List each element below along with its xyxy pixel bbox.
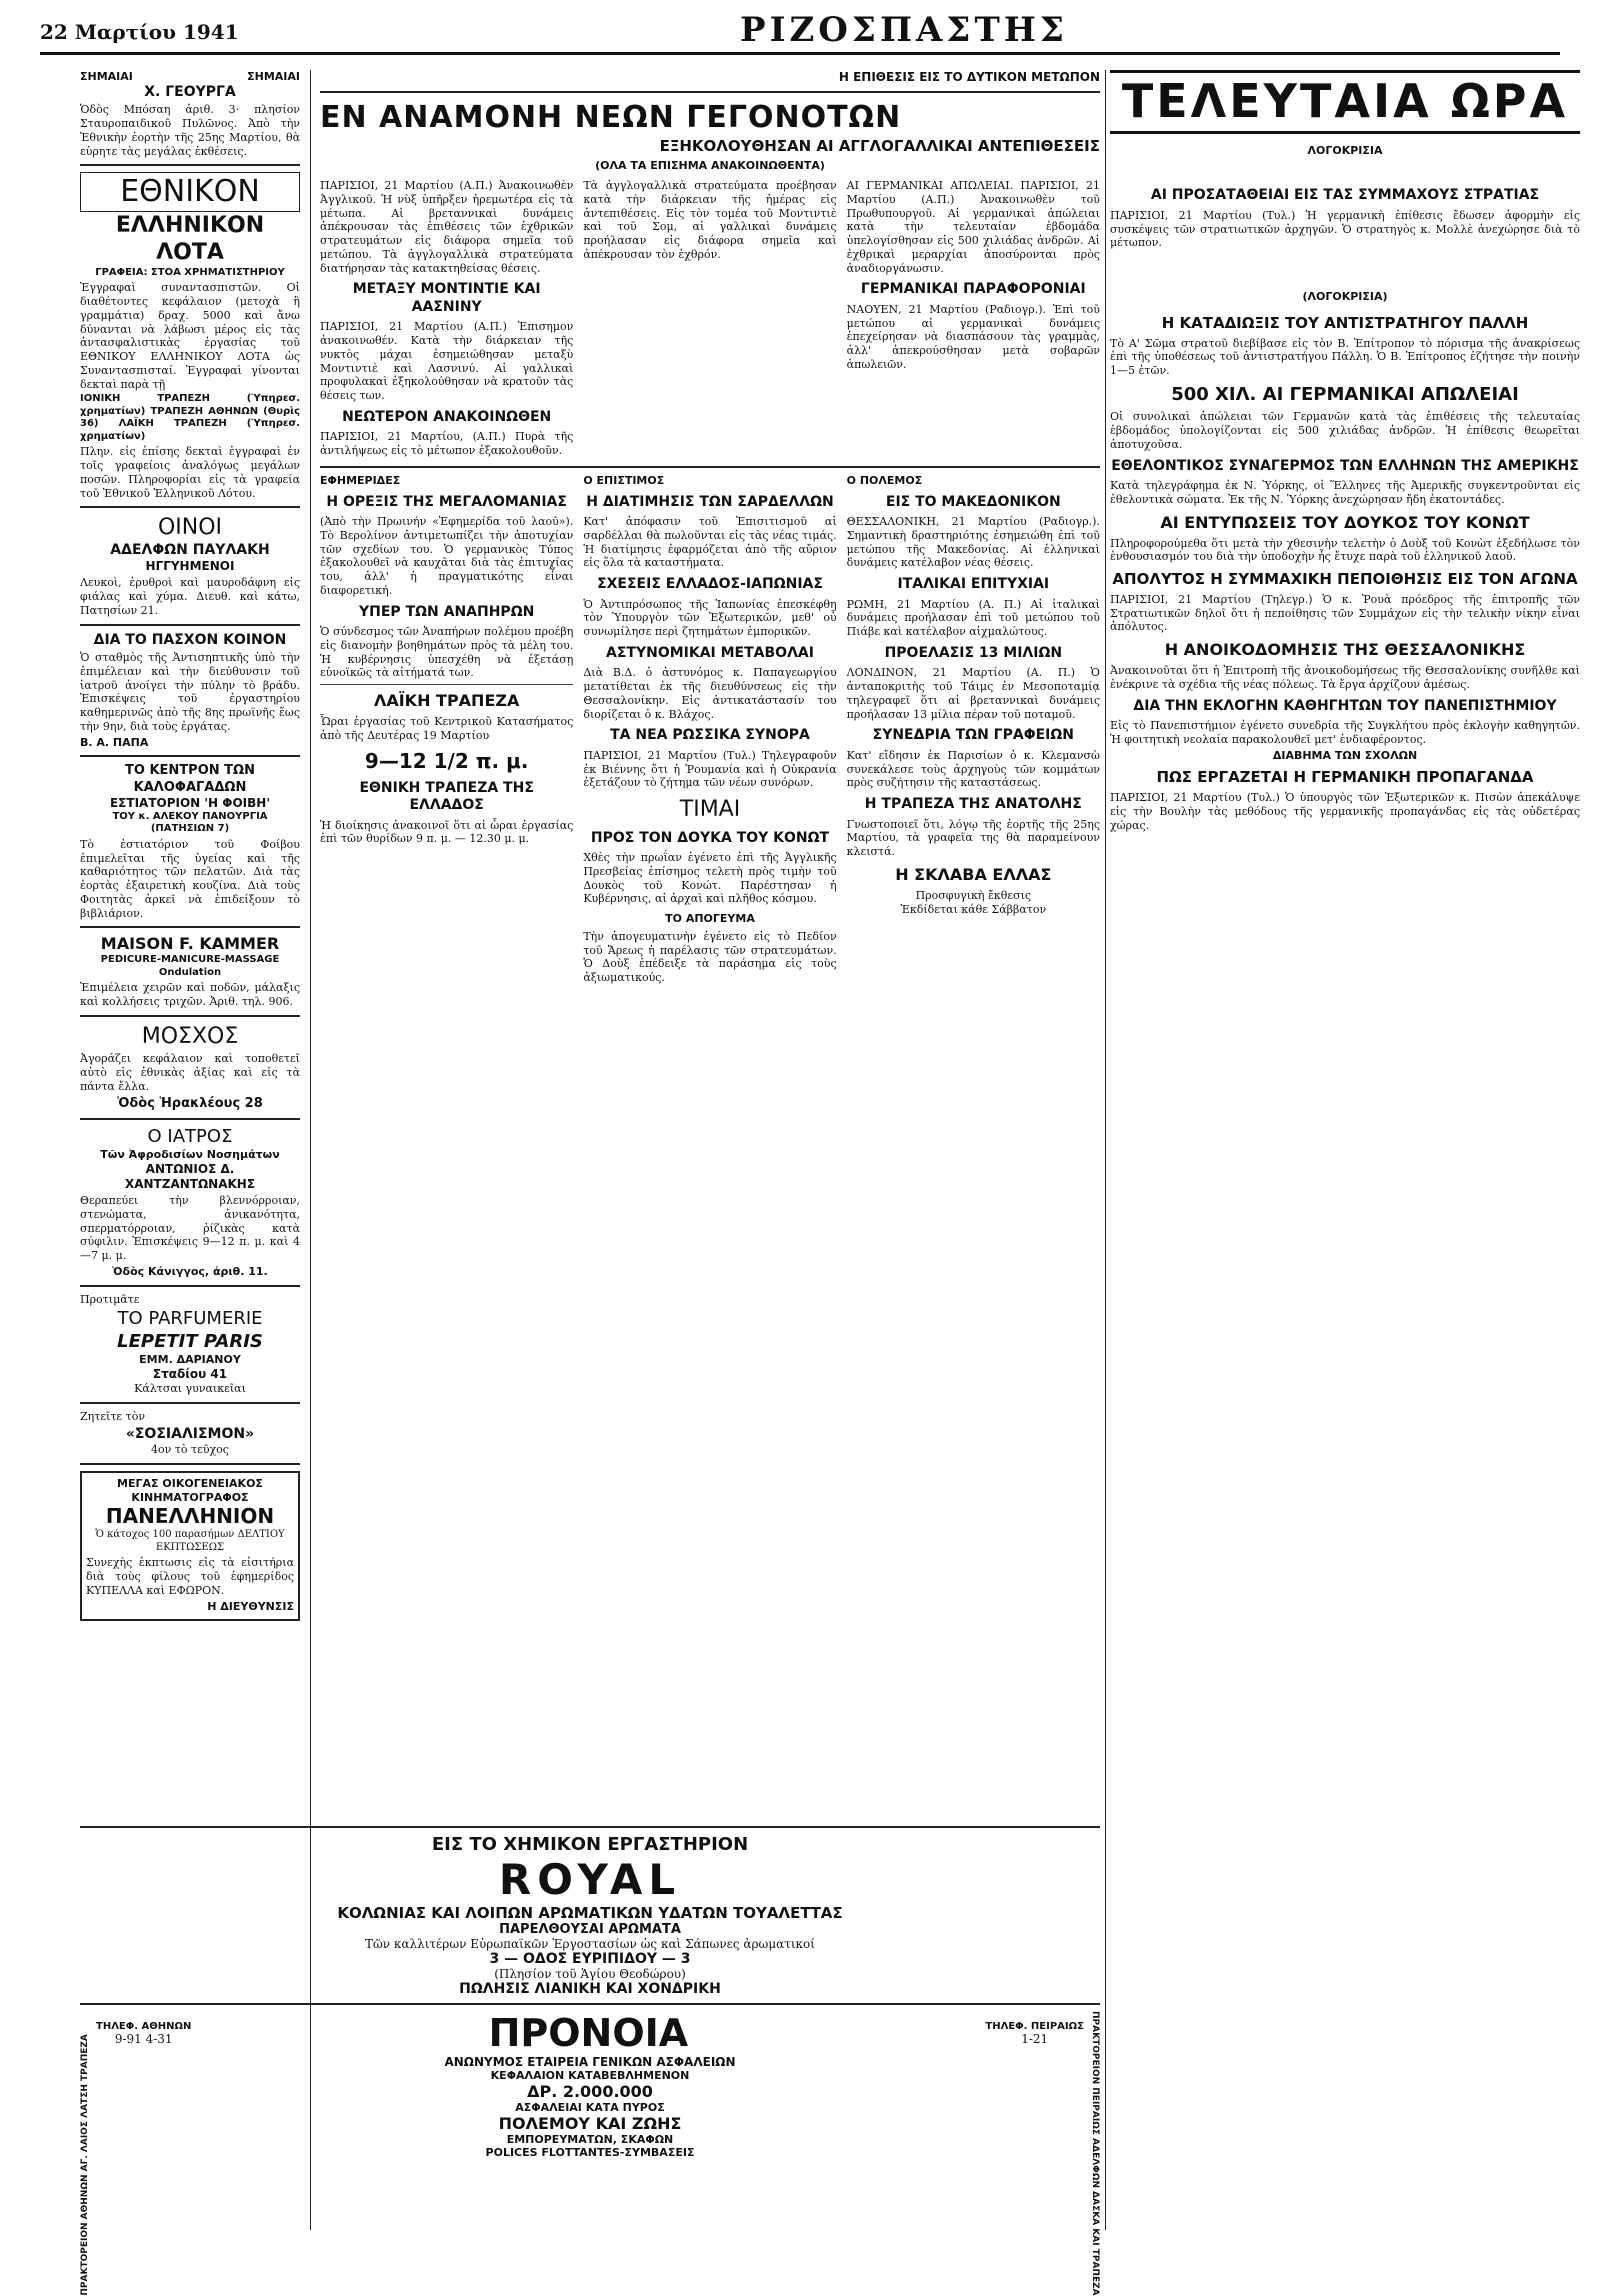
article-text: Γνωστοποιεῖ ὅτι, λόγῳ τῆς ἑορτῆς τῆς 25ης Μαρτίου, τὰ γραφεῖα της θὰ παραμείνουν κλειστά.: [846, 817, 1100, 858]
pronoia-body: [96, 2011, 1084, 2296]
ethnikon-office: ΓΡΑΦΕΙΑ: ΣΤΟΑ ΧΡΗΜΑΤΙΣΤΗΡΙΟΥ: [95, 266, 285, 278]
maison-subtitle: PEDICURE-MANICURE-MASSAGE Ondulation: [100, 954, 280, 978]
tel-label: ΤΗΛΕΦ. ΠΕΙΡΑΙΩΣ: [985, 2020, 1084, 2032]
pronoia-subtitle: ΑΝΩΝΥΜΟΣ ΕΤΑΙΡΕΙΑ ΓΕΝΙΚΩΝ ΑΣΦΑΛΕΙΩΝ: [444, 2055, 736, 2069]
royal-name: ROYAL: [498, 1855, 682, 1904]
perfume-name: LEPETIT PARIS: [117, 1330, 263, 1352]
moschos-address: Ὁδὸς Ἡρακλέους 28: [117, 1095, 263, 1111]
ethnikon-text: Ἐγγραφαὶ συναντασπιστῶν. Οἱ διαθέτοντες κεφάλαιον (μετοχὰ ἢ γραμμάτια) δραχ. 5000 καὶ ἄνω δύνανται νὰ λάβωσι μέρος εἰς τὰς ἀντασφαλιστικὰς ἐργασίας τοῦ ΕΘΝΙΚΟΥ ΕΛΛΗΝΙΚΟΥ ΛΟΤΑ ὡς Συναντασπισταί. Ἐγγραφαὶ γίνονται δεκταὶ παρὰ τῇ: [80, 281, 300, 391]
restaurant-address: ΤΟΥ κ. ΑΛΕΚΟΥ ΠΑΝΟΥΡΓΙΑ (ΠΑΤΗΣΙΩΝ 7): [112, 810, 268, 835]
article-heading: ΕΘΕΛΟΝΤΙΚΟΣ ΣΥΝΑΓΕΡΜΟΣ ΤΩΝ ΕΛΛΗΝΩΝ ΤΗΣ ΑΜΕΡΙΚΗΣ: [1111, 457, 1579, 474]
article-text: ΡΩΜΗ, 21 Μαρτίου (Α. Π.) Αἱ ἰταλικαὶ δυνάμεις προήλασαν ἐπὶ τοῦ μετώπου τοῦ Πιάβε καὶ κατέλαβον αἰχμαλώτους.: [846, 597, 1100, 638]
pronoia-trade: ΕΜΠΟΡΕΥΜΑΤΩΝ, ΣΚΑΦΩΝ: [506, 2133, 674, 2146]
article-text: Οἱ συνολικαὶ ἀπώλειαι τῶν Γερμανῶν κατὰ τὰς ἐπιθέσεις τῆς τελευταίας ἑβδομάδος ὑπολογίζονται εἰς 500 χιλιάδας ἀνδρῶν. Ἡ ἐπίθεσις θεωρεῖται ἀποτυχοῦσα.: [1110, 410, 1580, 451]
article-heading: ΙΤΑΛΙΚΑΙ ΕΠΙΤΥΧΙΑΙ: [897, 576, 1050, 592]
issue-date: 22 Μαρτίου 1941: [40, 20, 239, 44]
divider: [80, 1826, 1100, 1828]
cinema-title: ΜΕΓΑΣ ΟΙΚΟΓΕΝΕΙΑΚΟΣ ΚΙΝΗΜΑΤΟΓΡΑΦΟΣ: [117, 1476, 263, 1504]
tel-label: ΤΗΛΕΦ. ΑΘΗΝΩΝ: [96, 2020, 192, 2032]
pascha-title: ΔΙΑ ΤΟ ΠΑΣΧΟΝ ΚΟΙΝΟΝ: [93, 631, 287, 648]
pronoia-side-left: ΠΡΑΚΤΟΡΕΙΟΝ ΑΘΗΝΩΝ ΑΓ. ΛΑΙΟΣ ΛΑΤΣΗ ΤΡΑΠΕΖΑ: [80, 2034, 90, 2296]
lead-text: ΠΑΡΙΣΙΟΙ, 21 Μαρτίου (Α.Π.) Ἀνακοινωθὲν Ἀγγλικοῦ. Ἡ νὺξ ὑπῆρξεν ἡρεμωτέρα εἰς τὰ μέτωπα. Αἱ βρεταννικαὶ δυνάμεις ἀπέκρουσαν τὰς ἐπιθέσεις τῶν ἐχθρικῶν στρατευμάτων εἰς διάφορα σημεῖα τοῦ μετώπου. Τὰ ἀγγλογαλλικὰ στρατεύματα διατήρησαν τὰς κατακτηθείσας θέσεις.: [320, 179, 574, 275]
article-text: Τὴν ἀπογευματινὴν ἐγένετο εἰς τὸ Πεδίον τοῦ Ἄρεως ἡ παρέλασις τῶν στρατευμάτων. Ὁ Δοὺξ ἐπέδειξε τὰ παράσημα εἰς τοὺς ἀξιωματικούς.: [583, 929, 837, 984]
cinema-ad: [80, 1471, 300, 1622]
article-text: Πληροφορούμεθα ὅτι μετὰ τὴν χθεσινὴν τελετὴν ὁ Δοὺξ τοῦ Κονὼτ ἐξεδήλωσε τὸν ἐνθουσιασμόν του διὰ τὴν ὑποδοχὴν ἧς ἔτυχε παρὰ τοῦ ἑλληνικοῦ λαοῦ.: [1110, 536, 1580, 564]
article-heading: ΠΡΟΕΛΑΣΙΣ 13 ΜΙΛΙΩΝ: [884, 644, 1063, 661]
masthead-rule: [40, 52, 1560, 55]
article-text: Ἡ διοίκησις ἀνακοινοῖ ὅτι αἱ ὧραι ἐργασίας ἐπὶ τῶν θυρίδων 9 π. μ. — 12.30 μ. μ.: [320, 818, 574, 846]
article-heading: 500 ΧΙΛ. ΑΙ ΓΕΡΜΑΝΙΚΑΙ ΑΠΩΛΕΙΑΙ: [1171, 383, 1519, 405]
divider: [80, 1015, 300, 1017]
pascha-text: Ὁ σταθμὸς τῆς Ἀντισηπτικῆς ὑπὸ τὴν ἐπιμέλειαν καὶ τὴν διεύθυνσιν τοῦ ἰατροῦ ἀνοίγει τὴν πύλην τὸ βράδυ. Ἐπισκέψεις τοῦ ἐργαστηρίου καθημερινῶς ἀπὸ τῆς 8ης πρωϊνῆς ἕως τὴν 9ην, διὰ τοὺς ἐργάτας.: [80, 651, 300, 733]
article-text: Κατὰ τηλεγράφημα ἐκ Ν. Ὑόρκης, οἱ Ἕλληνες τῆς Ἀμερικῆς συγκεντροῦνται εἰς ἐθελοντικὰ σώματα. Ἐκ τῆς Ν. Ὑόρκης ἀνεχώρησαν ἤδη ἑκατοντάδες.: [1110, 479, 1580, 506]
censorship-note: (ΛΟΓΟΚΡΙΣΙΑ): [1302, 290, 1388, 303]
lead-col: [320, 177, 573, 460]
divider: [320, 466, 1100, 468]
cinema-line: Ὁ κάτοχος 100 παρασήμων ΔΕΛΤΙΟΥ ΕΚΠΤΩΣΕΩΣ: [95, 1529, 285, 1553]
cinema-signature: Η ΔΙΕΥΘΥΝΣΙΣ: [207, 1599, 294, 1613]
article-heading: Η ΟΡΕΞΙΣ ΤΗΣ ΜΕΓΑΛΟΜΑΝΙΑΣ: [326, 493, 567, 510]
ethnikon-banks: ΙΟΝΙΚΗ ΤΡΑΠΕΖΗ (Ὑπηρεσ. χρηματίων) ΤΡΑΠΕΖΗ ΑΘΗΝΩΝ (Θυρὶς 36) ΛΑΪΚΗ ΤΡΑΠΕΖΗ (Ὑπηρεσ. χρηματίων): [80, 393, 300, 442]
main-note: (ΟΛΑ ΤΑ ΕΠΙΣΗΜΑ ΑΝΑΚΟΙΝΩΘΕΝΤΑ): [595, 159, 825, 173]
tel-number: 1-21: [1021, 2031, 1049, 2046]
article-heading: Η ΣΚΛΑΒΑ ΕΛΛΑΣ: [895, 864, 1052, 884]
divider: [80, 506, 300, 508]
article-heading: ΑΙ ΠΡΟΣΑΤΑΘΕΙΑΙ ΕΙΣ ΤΑΣ ΣΥΜΜΑΧΟΥΣ ΣΤΡΑΤΙΑΣ: [1150, 187, 1540, 204]
article-heading: ΜΕΤΑΞΥ ΜΟΝΤΙΝΤΙΕ ΚΑΙ ΑΑΣΝΙΝΥ: [352, 281, 541, 315]
article-text: Διὰ Β.Δ. ὁ ἀστυνόμος κ. Παπαγεωργίου μετατίθεται ἐκ τῆς διευθύνσεως εἰς τὴν Θεσσαλονίκην. Εἰς ἀντικατάστασίν του διορίζεται ὁ κ. Βλάχος.: [583, 666, 837, 721]
socialismos-note: 4ον τὸ τεῦχος: [151, 1443, 229, 1456]
article-heading: ΔΙΑ ΤΗΝ ΕΚΛΟΓΗΝ ΚΑΘΗΓΗΤΩΝ ΤΟΥ ΠΑΝΕΠΙΣΤΗΜΙΟΥ: [1133, 697, 1557, 714]
flags-ad-name: Χ. ΓΕΟΥΡΓΑ: [144, 83, 236, 100]
article-text: Χθὲς τὴν πρωΐαν ἐγένετο ἐπὶ τῆς Ἀγγλικῆς Πρεσβείας ἐπίσημος τελετὴ πρὸς τιμὴν τοῦ Δουκὸς τοῦ Κονώτ. Παρέστησαν ἡ Κυβέρνησις, αἱ ἀρχαὶ καὶ πλῆθος κόσμου.: [583, 851, 837, 906]
article-text: Κατ' ἀπόφασιν τοῦ Ἐπισιτισμοῦ αἱ σαρδέλλαι θὰ πωλοῦνται εἰς τὰς νέας τιμάς. Ἡ διατίμησις ἐφαρμόζεται ἀπὸ τῆς αὔριον εἰς ὅλα τὰ καταστήματα.: [583, 515, 837, 570]
article-heading: ΓΕΡΜΑΝΙΚΑΙ ΠΑΡΑΦΟΡΟΝΙΑΙ: [860, 281, 1086, 298]
lead-col: [847, 177, 1100, 460]
socialismos-title: «ΣΟΣΙΑΛΙΣΜΟΝ»: [125, 1425, 255, 1442]
article-text: ΠΑΡΙΣΙΟΙ, 21 Μαρτίου (Τυλ.) Ἡ γερμανικὴ ἐπίθεσις ἔδωσεν ἀφορμὴν εἰς συσκέψεις τῶν στρατιωτικῶν ἀρχηγῶν. Ὁ στρατηγὸς κ. Μολλὲ ἀνεχώρησε διὰ τὸ μέτωπον.: [1110, 208, 1580, 250]
royal-near: (Πλησίον τοῦ Ἁγίου Θεοδώρου): [494, 1967, 686, 1981]
article-heading: ΕΙΣ ΤΟ ΜΑΚΕΔΟΝΙΚΟΝ: [885, 493, 1061, 510]
article-text: ΝΑΟΥΕΝ, 21 Μαρτίου (Ραδιογρ.). Ἐπὶ τοῦ μετώπου αἱ γερμανικαὶ δυνάμεις ἐπεχείρησαν νὰ διασπάσουν τὰς γραμμὰς, ἀλλ' ἀπεκρούσθησαν μετὰ σοβαρῶν ἀπωλειῶν.: [846, 302, 1100, 371]
censorship-note: ΛΟΓΟΚΡΙΣΙΑ: [1307, 143, 1383, 157]
perfume-address: Σταδίου 41: [152, 1367, 228, 1381]
article-text: ΠΑΡΙΣΙΟΙ, 21 Μαρτίου (Τηλεγρ.) Ὁ κ. Ῥουὰ πρόεδρος τῆς ἐπιτροπῆς τῶν Στρατιωτικῶν δηλοῖ ὅτι ἡ πεποίθησις τῶν Συμμάχων εἰς τὴν τελικὴν νίκην εἶναι ἀπόλυτος.: [1110, 592, 1580, 634]
divider: [80, 2003, 1100, 2005]
divider: [320, 684, 573, 685]
maison-text: Ἐπιμέλεια χειρῶν καὶ ποδῶν, μάλαξις καὶ κολλήσεις τριχῶν. Ἀριθ. τηλ. 906.: [80, 981, 300, 1008]
perfume-note: Κάλτσαι γυναικεῖαι: [134, 1382, 246, 1395]
royal-label: ΕΙΣ ΤΟ ΧΗΜΙΚΟΝ ΕΡΓΑΣΤΗΡΙΟΝ: [431, 1834, 749, 1855]
moschos-title: ΜΟΣΧΟΣ: [141, 1023, 239, 1049]
divider: [80, 1463, 300, 1465]
tel-number: 9-91 4-31: [114, 2031, 173, 2046]
socialismos-intro: Ζητεῖτε τὸν: [80, 1409, 146, 1423]
restaurant-title: ΤΟ ΚΕΝΤΡΟΝ ΤΩΝ ΚΑΛΟΦΑΓΑΔΩΝ: [125, 763, 255, 795]
pronoia-policies: POLICES FLOTTANTES-ΣΥΜΒΑΣΕΙΣ: [485, 2146, 695, 2159]
article-text: Ὧραι ἐργασίας τοῦ Κεντρικοῦ Κατασήματος ἀπὸ τῆς Δευτέρας 19 Μαρτίου: [320, 715, 574, 742]
cinema-text: Συνεχὴς ἐκπτωσις εἰς τὰ εἰσιτήρια διὰ τοὺς φίλους τοῦ ἐφημερίδος ΚΥΠΕΛΛΑ καὶ ΕΦΩΡΟΝ.: [86, 1556, 294, 1597]
flags-tag: ΣΗΜΑΙΑΙ: [80, 70, 133, 83]
front-label: Η ΕΠΙΘΕΣΙΣ ΕΙΣ ΤΟ ΔΥΤΙΚΟΝ ΜΕΤΩΠΟΝ: [838, 70, 1100, 84]
divider: [80, 164, 300, 166]
doctor-text: Θεραπεύει τὴν βλεννόρροιαν, στενώματα, ἀνικανότητα, σπερματόρροιαν, ῥίζικὰς κατὰ σύφιλιν. Ἐπισκέψεις 9—12 π. μ. καὶ 4—7 μ. μ.: [80, 1194, 300, 1262]
royal-address: 3 — ΟΔΟΣ ΕΥΡΙΠΙΔΟΥ — 3: [489, 1951, 691, 1967]
ethnikon-text-2: Πλην. εἰς ἐπίσης δεκταὶ ἐγγραφαὶ ἐν τοῖς γραφείοις ἀναλόγως μεγάλων ποσῶν. Πληροφορίαι εἰς τὰ γραφεία τοῦ Ἐθνικοῦ Ἑλληνικοῦ Λότου.: [80, 445, 300, 500]
pronoia-war: ΠΟΛΕΜΟΥ ΚΑΙ ΖΩΗΣ: [498, 2114, 682, 2133]
article-heading: ΤΑ ΝΕΑ ΡΩΣΣΙΚΑ ΣΥΝΟΡΑ: [610, 727, 810, 744]
article-heading: ΥΠΕΡ ΤΩΝ ΑΝΑΠΗΡΩΝ: [359, 603, 535, 620]
article-subheading: ΠΡΟΣ ΤΟΝ ΔΟΥΚΑ ΤΟΥ ΚΟΝΩΤ: [590, 829, 830, 846]
article-heading: Η ΑΝΟΙΚΟΔΟΜΗΣΙΣ ΤΗΣ ΘΕΣΣΑΛΟΝΙΚΗΣ: [1164, 640, 1526, 659]
doctor-subtitle: Τῶν Ἀφροδισίων Νοσημάτων: [100, 1148, 280, 1162]
doctor-address: Ὁδὸς Κάνιγγος, ἀριθ. 11.: [112, 1264, 268, 1278]
lower-col: [320, 474, 573, 987]
article-text: ΠΑΡΙΣΙΟΙ, 21 Μαρτίου (Τυλ.) Τηλεγραφοῦν ἐκ Βιέννης ὅτι ἡ Ῥουμανία καὶ ἡ Οὐκρανία ἐξετάζουν τὸ ζήτημα τῶν νέων συνόρων.: [583, 748, 837, 790]
article-subheading: ΔΙΑΒΗΜΑ ΤΩΝ ΣΧΟΛΩΝ: [1272, 748, 1418, 762]
pronoia-tel-athens: [96, 2021, 191, 2046]
ethnikon-title-2: ΕΛΛΗΝΙΚΟΝ ΛΟΤΑ: [115, 212, 265, 266]
lower-col: [847, 474, 1100, 987]
wine-text: Λευκοὶ, ἐρυθροὶ καὶ μαυροδάφνη εἰς φιάλας καὶ χύμα. Διευθ. καὶ κάτω, Πατησίων 21.: [80, 576, 300, 617]
article-text: (Ἀπὸ τὴν Πρωινήν «Ἐφημερίδα τοῦ λαοῦ»). Τὸ Βερολίνον ἀντιμετωπίζει τὴν ἀποτυχίαν τῶν σχεδίων του. Ὁ γερμανικὸς Τύπος ἐξακολουθεῖ νὰ καυχᾶται διὰ τὰς ἐπιτυχίας του, ἀλλ' ἡ πραγματικότης εἶναι διαφορετική.: [320, 515, 574, 597]
restaurant-subtitle: ΕΣΤΙΑΤΟΡΙΟΝ 'Η ΦΟΙΒΗ': [109, 795, 271, 810]
bottom-ads: [80, 1820, 1100, 2296]
flags-ad-tags: [80, 70, 300, 84]
royal-text: Τῶν καλλιτέρων Εὐρωπαϊκῶν Ἐργοστασίων ὡς καὶ Σάπωνες ἀρωματικοί: [365, 1937, 815, 1951]
bank-hours: 9—12 1/2 π. μ.: [364, 748, 529, 773]
main-news-column: [320, 70, 1100, 1810]
pronoia-side-right: ΠΡΑΚΤΟΡΕΙΟΝ ΠΕΙΡΑΙΩΣ ΑΔΕΛΦΩΝ ΔΑΣΚΑ ΚΑΙ ΤΡΑΠΕΖΑ: [1090, 2011, 1100, 2296]
article-heading: Η ΤΡΑΠΕΖΑ ΤΗΣ ΑΝΑΤΟΛΗΣ: [864, 796, 1082, 812]
pascha-signature: Β. Α. ΠΑΠΑ: [80, 735, 149, 749]
ethnikon-title: ΕΘΝΙΚΟΝ: [80, 172, 300, 212]
article-heading: Η ΚΑΤΑΔΙΩΞΙΣ ΤΟΥ ΑΝΤΙΣΤΡΑΤΗΓΟΥ ΠΑΛΛΗ: [1161, 313, 1529, 332]
article-text: Κατ' εἴδησιν ἐκ Παρισίων ὁ κ. Κλεμανσὼ συνεκάλεσε τοὺς ἀρχηγοὺς τῶν κομμάτων πρὸς συζήτησιν τῆς καταστάσεως.: [846, 748, 1100, 790]
divider: [80, 1118, 300, 1120]
perfume-owner: ΕΜΜ. ΔΑΡΙΑΝΟΥ: [139, 1353, 241, 1367]
moschos-text: Ἀγοράζει κεφάλαιον καὶ τοποθετεῖ αὐτὸ εἰς ἐθνικὰς ἀξίας καὶ εἰς τὰ πάντα ἔλλα.: [80, 1052, 300, 1093]
article-text: Ὁ Ἀντιπρόσωπος τῆς Ἰαπωνίας ἐπεσκέφθη τὸν Ὑπουργὸν τῶν Ἐξωτερικῶν, μεθ' οὗ συνωμίλησε περὶ ζητημάτων ἐμπορικῶν.: [583, 597, 837, 638]
lead-text: ΑΙ ΓΕΡΜΑΝΙΚΑΙ ΑΠΩΛΕΙΑΙ. ΠΑΡΙΣΙΟΙ, 21 Μαρτίου (Α.Π.) Ἀνακοινωθὲν τοῦ Πρωθυπουργοῦ. Αἱ γερμανικαὶ ἀπώλειαι κατὰ τὴν τελευταίαν ἐβδομάδα ὑπελογίσθησαν εἰς 500 χιλιάδας ἀνδρῶν. Αἱ ἐχθρικαὶ μεραρχίαι ἀποσύρονται πρὸς ἀναδιοργάνωσιν.: [846, 179, 1100, 275]
divider: [80, 1402, 300, 1404]
article-heading: ΣΥΝΕΔΡΙΑ ΤΩΝ ΓΡΑΦΕΙΩΝ: [872, 727, 1074, 744]
lead-text: Τὰ ἀγγλογαλλικὰ στρατεύματα προέβησαν κατὰ τὴν διάρκειαν τῆς ἡμέρας εἰς ἀντεπιθέσεις. Εἰς τὸν τομέα τοῦ Μοντιντιὲ καὶ τοῦ Σομ, αἱ γαλλικαὶ δυνάμεις προήλασαν εἰς διάφορα σημεῖα καὶ ἀπέκρουσαν τὸν ἐχθρόν.: [583, 179, 837, 261]
pronoia-ad: [80, 2011, 1100, 2296]
article-heading: ΝΕΩΤΕΡΟΝ ΑΝΑΚΟΙΝΩΘΕΝ: [342, 408, 552, 425]
article-heading: ΠΩΣ ΕΡΓΑΖΕΤΑΙ Η ΓΕΡΜΑΝΙΚΗ ΠΡΟΠΑΓΑΝΔΑ: [1156, 768, 1534, 787]
divider: [80, 624, 300, 626]
restaurant-text: Τὸ ἐστιατόριον τοῦ Φοίβου ἐπιμελεῖται τῆς ὑγείας καὶ τῆς καθαριότητος τῶν πελατῶν. Διὰ τὰς ἑορτὰς ἐξαιρετικὴ κουζίνα. Διὰ τοὺς Φοιτητὰς ἀρκεῖ νὰ ἐπιδείξουν τὸ βιβλιάριον.: [80, 837, 300, 920]
royal-line: ΠΑΡΕΛΘΟΥΣΑΙ ΑΡΩΜΑΤΑ: [499, 1922, 681, 1937]
article-text: ΛΟΝΔΙΝΟΝ, 21 Μαρτίου (Α. Π.) Ὁ ἀνταποκριτὴς τοῦ Τάιμς ἐν Μεσοποταμίᾳ τηλεγραφεῖ ὅτι αἱ βρεταννικαὶ δυνάμεις προήλασαν 13 μίλια πέραν τοῦ ποταμοῦ.: [846, 666, 1100, 721]
article-heading: ΕΘΝΙΚΗ ΤΡΑΠΕΖΑ ΤΗΣ ΕΛΛΑΔΟΣ: [359, 779, 534, 813]
article-text: Εἰς τὸ Πανεπιστήμιον ἐγένετο συνεδρία τῆς Συγκλήτου πρὸς ἐκλογὴν καθηγητῶν. Ἡ φοιτητικὴ νεολαία παρακολουθεῖ μετ' ἐνδιαφέροντος.: [1110, 719, 1580, 746]
article-heading: ΑΙ ΕΝΤΥΠΩΣΕΙΣ ΤΟΥ ΔΟΥΚΟΣ ΤΟΥ ΚΟΝΩΤ: [1160, 512, 1530, 532]
last-hour-banner: ΤΕΛΕΥΤΑΙΑ ΩΡΑ: [1110, 70, 1580, 134]
flags-ad-text: Ὁδὸς Μπόσαη ἀριθ. 3· πλησίον Σταυροπαιδικοῦ Πυλῶνος. Ἀπὸ τὴν Ἐθνικὴν ἑορτὴν τῆς 25ης Μαρτίου, θὰ εὑρητε τὰς μεγάλας ἐκθέσεις.: [80, 103, 300, 158]
perfume-intro: Προτιμᾶτε: [80, 1292, 140, 1306]
divider: [80, 1285, 300, 1287]
article-text: ΘΕΣΣΑΛΟΝΙΚΗ, 21 Μαρτίου (Ραδιογρ.). Σημαντικὴ δραστηριότης ἐσημειώθη ἐπὶ τοῦ μετώπου τῆς Μακεδονίας. Αἱ ἑλληνικαὶ δυνάμεις κατέλαβον νέας θέσεις.: [846, 515, 1100, 570]
royal-subtitle: ΚΟΛΩΝΙΑΣ ΚΑΙ ΛΟΙΠΩΝ ΑΡΩΜΑΤΙΚΩΝ ΥΔΑΤΩΝ ΤΟΥΑΛΕΤΤΑΣ: [337, 1904, 843, 1922]
main-subheadline: ΕΞΗΚΟΛΟΥΘΗΣΑΝ ΑΙ ΑΓΓΛΟΓΑΛΛΙΚΑΙ ΑΝΤΕΠΙΘΕΣΕΙΣ: [659, 136, 1100, 155]
main-headline: ΕΝ ΑΝΑΜΟΝΗ ΝΕΩΝ ΓΕΓΟΝΟΤΩΝ: [320, 100, 902, 135]
article-text: ΠΑΡΙΣΙΟΙ, 21 Μαρτίου (Α.Π.) Ἐπισημον ἀνακοινωθέν. Κατὰ τὴν διάρκειαν τῆς νυκτὸς μάχαι ἐσημειώθησαν μεταξὺ Μοντιντιὲ καὶ Λασνινύ. Αἱ γαλλικαὶ προφυλακαὶ ἐξηκολούθησαν νὰ κρατοῦν τὰς θέσεις των.: [320, 320, 574, 402]
wine-title: ΟΙΝΟΙ: [157, 515, 223, 541]
lower-articles: [320, 474, 1100, 987]
article-heading: ΤΟ ΑΠΟΓΕΥΜΑ: [665, 912, 755, 925]
article-text: Ἐκδίδεται κάθε Σάββατον: [900, 902, 1047, 916]
pronoia-capital: ΚΕΦΑΛΑΙΟΝ ΚΑΤΑΒΕΒΛΗΜΕΝΟΝ: [490, 2069, 690, 2082]
perfume-title: ΤΟ PARFUMERIE: [117, 1308, 263, 1330]
wine-name: ΑΔΕΛΦΩΝ ΠΑΥΛΑΚΗ: [110, 541, 270, 558]
article-heading: ΣΧΕΣΕΙΣ ΕΛΛΑΔΟΣ-ΙΑΠΩΝΙΑΣ: [597, 576, 823, 592]
pronoia-insurance: ΑΣΦΑΛΕΙΑΙ ΚΑΤΑ ΠΥΡΟΣ: [515, 2101, 665, 2114]
article-heading: ΑΣΤΥΝΟΜΙΚΑΙ ΜΕΤΑΒΟΛΑΙ: [606, 644, 814, 661]
royal-sale: ΠΩΛΗΣΙΣ ΛΙΑΝΙΚΗ ΚΑΙ ΧΟΝΔΡΙΚΗ: [459, 1981, 721, 1997]
section-label: Ο ΕΠΙΣΤΙΜΟΣ: [583, 473, 665, 487]
masthead: [0, 0, 1600, 60]
maison-title: MAISON F. KAMMER: [100, 934, 280, 954]
last-hour-column: [1110, 70, 1580, 2230]
divider: [80, 755, 300, 757]
pronoia-header: [96, 2011, 1084, 2055]
pronoia-amount: ΔΡ. 2.000.000: [527, 2082, 653, 2101]
article-text: ΠΑΡΙΣΙΟΙ, 21 Μαρτίου (Τυλ.) Ὁ ὑπουργὸς τῶν Ἐξωτερικῶν κ. Πισὼν ἀπεκάλυψε εἰς τὴν Βουλὴν τὰς μεθόδους τῆς γερμανικῆς προπαγάνδας εἰς τὰς οὐδετέρας χώρας.: [1110, 791, 1580, 832]
article-text: Ὁ σύνδεσμος τῶν Ἀναπήρων πολέμου προέβη εἰς διανομὴν βοηθημάτων πρὸς τὰ μέλη του. Ἡ κυβέρνησις ὑπεσχέθη νὰ ἐξετάσῃ εὐνοϊκῶς τὰ αἰτήματά των.: [320, 625, 574, 680]
pronoia-tel-piraeus: [985, 2021, 1084, 2046]
doctor-name: ΑΝΤΩΝΙΟΣ Δ. ΧΑΝΤΖΑΝΤΩΝΑΚΗΣ: [124, 1162, 256, 1191]
pronoia-name: ΠΡΟΝΟΙΑ: [488, 2011, 689, 2055]
column-divider: [1105, 70, 1106, 2230]
lower-col: [583, 474, 836, 987]
wine-subtitle: ΗΓΓΥΗΜΕΝΟΙ: [145, 559, 235, 574]
article-heading: ΤΙΜΑΙ: [679, 797, 741, 822]
divider: [320, 91, 1100, 93]
lead-col: [583, 177, 836, 460]
article-text: ΠΑΡΙΣΙΟΙ, 21 Μαρτίου, (Α.Π.) Πυρὰ τῆς ἀντιλήψεως εἰς τὸ μέτωπον ἐξακολουθοῦν.: [320, 430, 574, 457]
lead-articles: [320, 177, 1100, 460]
article-text: Ἀνακοινοῦται ὅτι ἡ Ἐπιτροπὴ τῆς ἀνοικοδομήσεως τῆς Θεσσαλονίκης συνῆλθε καὶ ἐνέκρινε τὰ σχέδια τῆς νέας πόλεως. Τὰ ἔργα ἀρχίζουν ἀμέσως.: [1110, 664, 1580, 691]
article-heading: ΛΑΪΚΗ ΤΡΑΠΕΖΑ: [373, 691, 520, 710]
divider: [80, 926, 300, 928]
article-heading: ΑΠΟΛΥΤΟΣ Η ΣΥΜΜΑΧΙΚΗ ΠΕΠΟΙΘΗΣΙΣ ΕΙΣ ΤΟΝ ΑΓΩΝΑ: [1112, 570, 1578, 588]
article-text: Τὸ Α' Σῶμα στρατοῦ διεβίβασε εἰς τὸν Β. Ἐπίτροπον τὸ πόρισμα τῆς ἀνακρίσεως ἐπὶ τῆς ὑποθέσεως τοῦ ἀντιστρατήγου Πάλλη. Ὁ Β. Ἐπίτροπος ἐζήτησε τὴν ποινὴν 1—5 ἐτῶν.: [1110, 336, 1580, 377]
article-heading: Η ΔΙΑΤΙΜΗΣΙΣ ΤΩΝ ΣΑΡΔΕΛΛΩΝ: [586, 493, 834, 510]
flags-tag: ΣΗΜΑΙΑΙ: [247, 70, 300, 83]
section-label: ΕΦΗΜΕΡΙΔΕΣ: [320, 473, 401, 487]
doctor-title: Ο ΙΑΤΡΟΣ: [147, 1125, 233, 1147]
section-label: Ο ΠΟΛΕΜΟΣ: [846, 473, 923, 487]
article-subheading: Προσφυγικὴ ἔκθεσις: [915, 888, 1032, 902]
cinema-name: ΠΑΝΕΛΛΗΝΙΟΝ: [105, 1504, 275, 1529]
newspaper-name: ΡΙΖΟΣΠΑΣΤΗΣ: [740, 10, 1068, 50]
